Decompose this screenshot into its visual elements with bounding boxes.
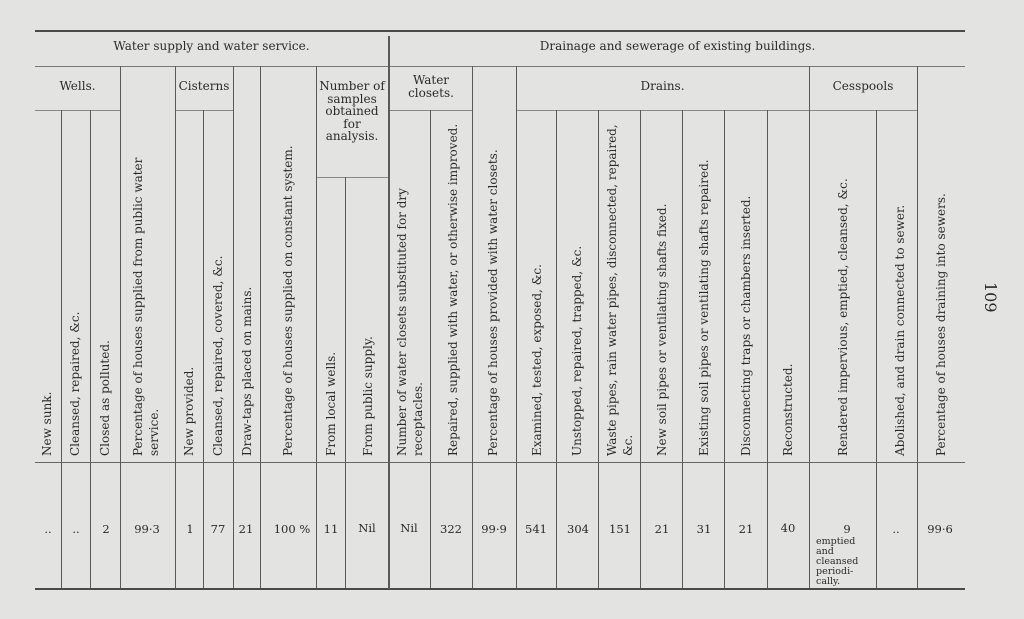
col-rule <box>233 66 234 588</box>
col-header-new-provided: New provided. <box>182 366 196 456</box>
col-rule <box>61 110 62 588</box>
col-header-closed-polluted: Closed as polluted. <box>98 340 112 456</box>
subgroup-rule-drains <box>516 110 809 111</box>
col-header-new-soil: New soil pipes or ventilating shafts fixed. <box>655 203 669 456</box>
value-new-provided: 1 <box>186 522 194 536</box>
col-rule <box>724 110 725 588</box>
value-wc-repaired: 322 <box>440 522 462 536</box>
col-rule <box>917 66 918 588</box>
subgroup-wells: Wells. <box>59 79 96 93</box>
value-reconstructed: 40 <box>780 521 796 535</box>
subgroup-drains: Drains. <box>640 79 685 93</box>
value-cisterns-cleansed: 77 <box>210 522 226 536</box>
value-local-wells: 11 <box>323 522 339 536</box>
col-header-abolished: Abolished, and drain connected to sewer. <box>893 204 907 456</box>
col-rule <box>682 110 683 588</box>
col-header-pct-public: Percentage of houses supplied from public water service. <box>131 157 161 456</box>
value-public-supply: Nil <box>358 521 376 535</box>
col-header-reconstructed: Reconstructed. <box>781 363 795 456</box>
col-rule <box>120 66 121 588</box>
col-rule <box>260 66 261 588</box>
top-rule <box>35 30 965 32</box>
col-header-new-sunk: New sunk. <box>40 391 54 456</box>
col-header-examined: Examined, tested, exposed, &c. <box>530 264 544 456</box>
col-header-pct-constant: Percentage of houses supplied on constant system. <box>281 145 295 456</box>
subgroup-samples: Number of samples obtained for analysis. <box>319 79 385 144</box>
group-title-water: Water supply and water service. <box>113 39 310 53</box>
value-examined: 541 <box>525 522 547 536</box>
col-rule <box>203 110 204 588</box>
col-header-draw-taps: Draw-taps placed on mains. <box>240 286 254 456</box>
value-rendered-note: emptied and cleansed periodi- cally. <box>816 536 859 587</box>
value-abolished: .. <box>892 522 900 536</box>
group-divider <box>388 36 390 589</box>
value-disconnecting: 21 <box>738 522 754 536</box>
value-new-sunk: .. <box>44 522 52 536</box>
col-header-rendered: Rendered impervious, emptied, cleansed, &c. <box>836 178 850 456</box>
col-rule <box>809 66 810 588</box>
value-pct-public: 99·3 <box>134 522 160 536</box>
col-rule <box>175 66 176 588</box>
col-rule <box>90 110 91 588</box>
col-rule <box>767 110 768 588</box>
col-rule <box>876 110 877 588</box>
value-waste-pipes: 151 <box>609 522 631 536</box>
value-wells-cleansed: .. <box>72 522 80 536</box>
subgroup-cisterns: Cisterns <box>178 79 230 93</box>
bottom-rule <box>35 588 965 590</box>
col-rule <box>430 110 431 588</box>
col-header-waste-pipes: Waste pipes, rain water pipes, disconnected, repaired, &c. <box>605 124 635 456</box>
col-header-public-supply: From public supply. <box>361 336 375 456</box>
col-header-pct-sewers: Percentage of houses draining into sewers. <box>934 193 948 456</box>
value-rendered: 9 <box>843 522 851 536</box>
page-number: 109 <box>981 282 1000 313</box>
subgroup-water-closets: Water closets. <box>408 73 454 100</box>
col-rule <box>516 66 517 588</box>
subgroup-rule-wells <box>35 110 120 111</box>
col-header-local-wells: From local wells. <box>324 351 338 456</box>
value-wc-substituted: Nil <box>400 521 418 535</box>
subgroup-cesspools: Cesspools <box>832 79 894 93</box>
col-rule <box>640 110 641 588</box>
value-closed-polluted: 2 <box>102 522 110 536</box>
col-header-existing-soil: Existing soil pipes or ventilating shafts repaired. <box>697 159 711 456</box>
subgroup-rule-cisterns <box>175 110 233 111</box>
col-header-unstopped: Unstopped, repaired, trapped, &c. <box>570 245 584 456</box>
col-header-cisterns-cleansed: Cleansed, repaired, covered, &c. <box>211 255 225 456</box>
value-draw-taps: 21 <box>238 522 254 536</box>
col-rule <box>556 110 557 588</box>
col-header-wc-repaired: Repaired, supplied with water, or otherwise improved. <box>446 123 460 456</box>
col-rule <box>316 66 317 588</box>
col-header-wells-cleansed: Cleansed, repaired, &c. <box>68 311 82 456</box>
col-header-disconnecting: Disconnecting traps or chambers inserted. <box>739 195 753 456</box>
subgroup-rule-cesspools <box>809 110 917 111</box>
value-new-soil: 21 <box>654 522 670 536</box>
value-pct-sewers: 99·6 <box>927 522 953 536</box>
col-rule <box>598 110 599 588</box>
col-header-wc-substituted: Number of water closets substituted for dry receptacles. <box>395 188 425 456</box>
group-title-drainage: Drainage and sewerage of existing buildings. <box>539 39 816 53</box>
value-unstopped: 304 <box>567 522 589 536</box>
col-rule <box>472 66 473 588</box>
subgroup-rule-samples <box>316 177 388 178</box>
col-header-pct-wc: Percentage of houses provided with water closets. <box>486 149 500 456</box>
value-pct-constant: 100 % <box>273 522 311 536</box>
value-existing-soil: 31 <box>696 522 712 536</box>
value-pct-wc: 99·9 <box>481 522 507 536</box>
